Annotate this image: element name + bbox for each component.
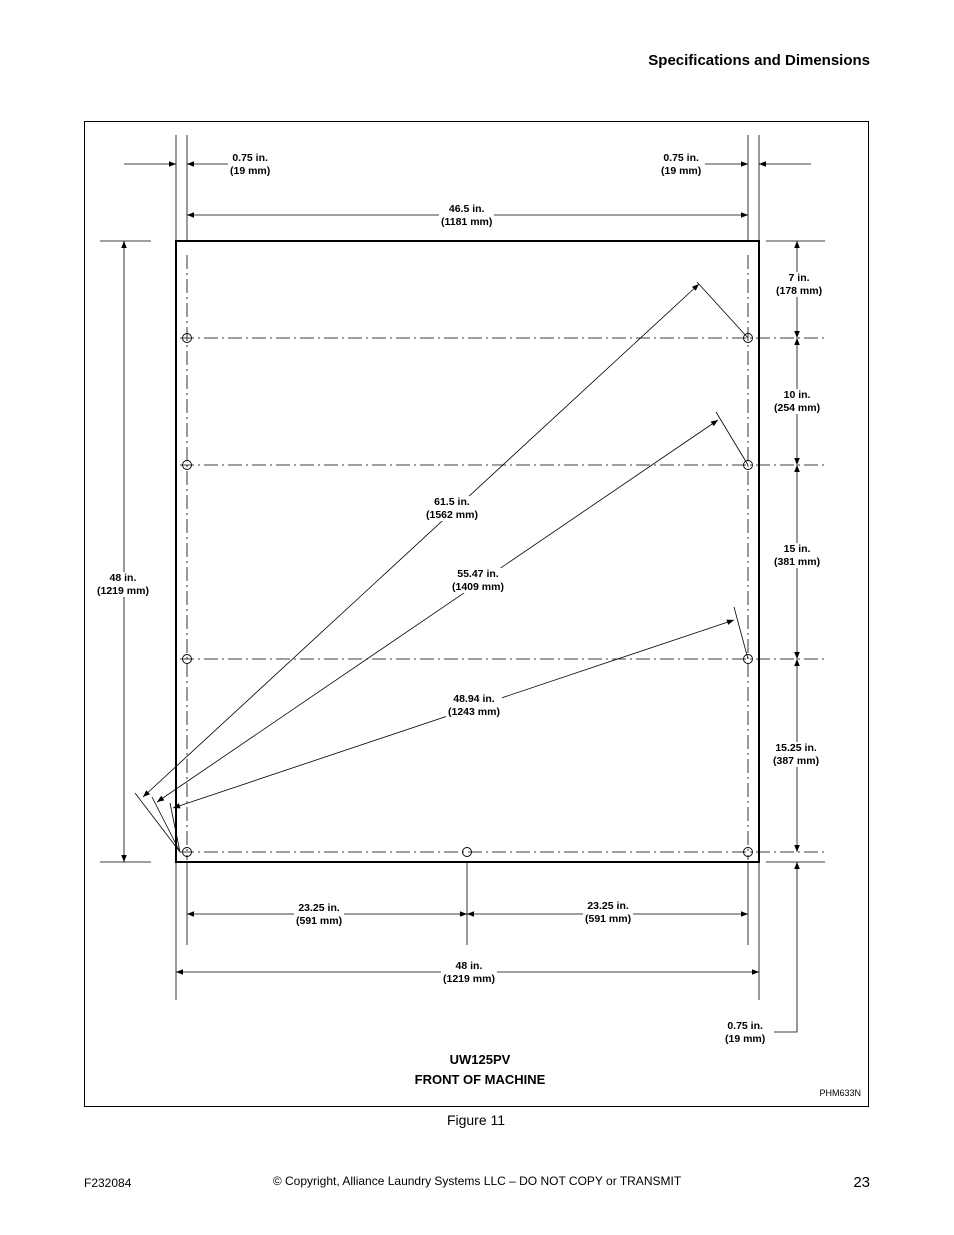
dim-label-top-right-offset: 0.75 in. (19 mm) <box>661 152 702 177</box>
dim-label-top-to-first-row: 7 in. (178 mm) <box>776 272 823 297</box>
dim-label-bottom-right-half: 23.25 in. (591 mm) <box>585 900 632 925</box>
model-label <box>380 1050 580 1090</box>
figure-caption: Figure 11 <box>446 1112 506 1128</box>
dim-label-diagonal-short: 48.94 in. (1243 mm) <box>448 693 500 718</box>
section-title: Specifications and Dimensions <box>648 52 870 69</box>
page-number: 23 <box>853 1174 870 1191</box>
dim-label-overall-width: 48 in. (1219 mm) <box>443 960 495 985</box>
machine-base-outline <box>176 241 759 862</box>
copyright-notice: © Copyright, Alliance Laundry Systems LLC – DO NOT COPY or TRANSMIT <box>272 1174 682 1188</box>
dim-label-bottom-left-half: 23.25 in. (591 mm) <box>296 902 343 927</box>
dim-label-bolt-span-width: 46.5 in. (1181 mm) <box>441 203 493 228</box>
dim-label-row3-to-row4: 15.25 in. (387 mm) <box>773 742 820 767</box>
bolt-holes <box>183 334 753 857</box>
model-name: UW125PV <box>449 1052 511 1067</box>
dim-label-row1-to-row2: 10 in. (254 mm) <box>774 389 821 414</box>
dim-label-top-left-offset: 0.75 in. (19 mm) <box>230 152 271 177</box>
bolt-centerlines <box>180 255 825 860</box>
doc-number: F232084 <box>84 1176 132 1190</box>
dim-label-diagonal-long: 61.5 in. (1562 mm) <box>426 496 478 521</box>
dim-label-row2-to-row3: 15 in. (381 mm) <box>774 543 821 568</box>
figure-id: PHM633N <box>819 1088 861 1098</box>
dim-label-bottom-offset: 0.75 in. (19 mm) <box>725 1020 766 1045</box>
view-name: FRONT OF MACHINE <box>414 1072 546 1087</box>
dim-label-overall-height: 48 in. (1219 mm) <box>97 572 149 597</box>
dim-label-diagonal-mid: 55.47 in. (1409 mm) <box>452 568 504 593</box>
